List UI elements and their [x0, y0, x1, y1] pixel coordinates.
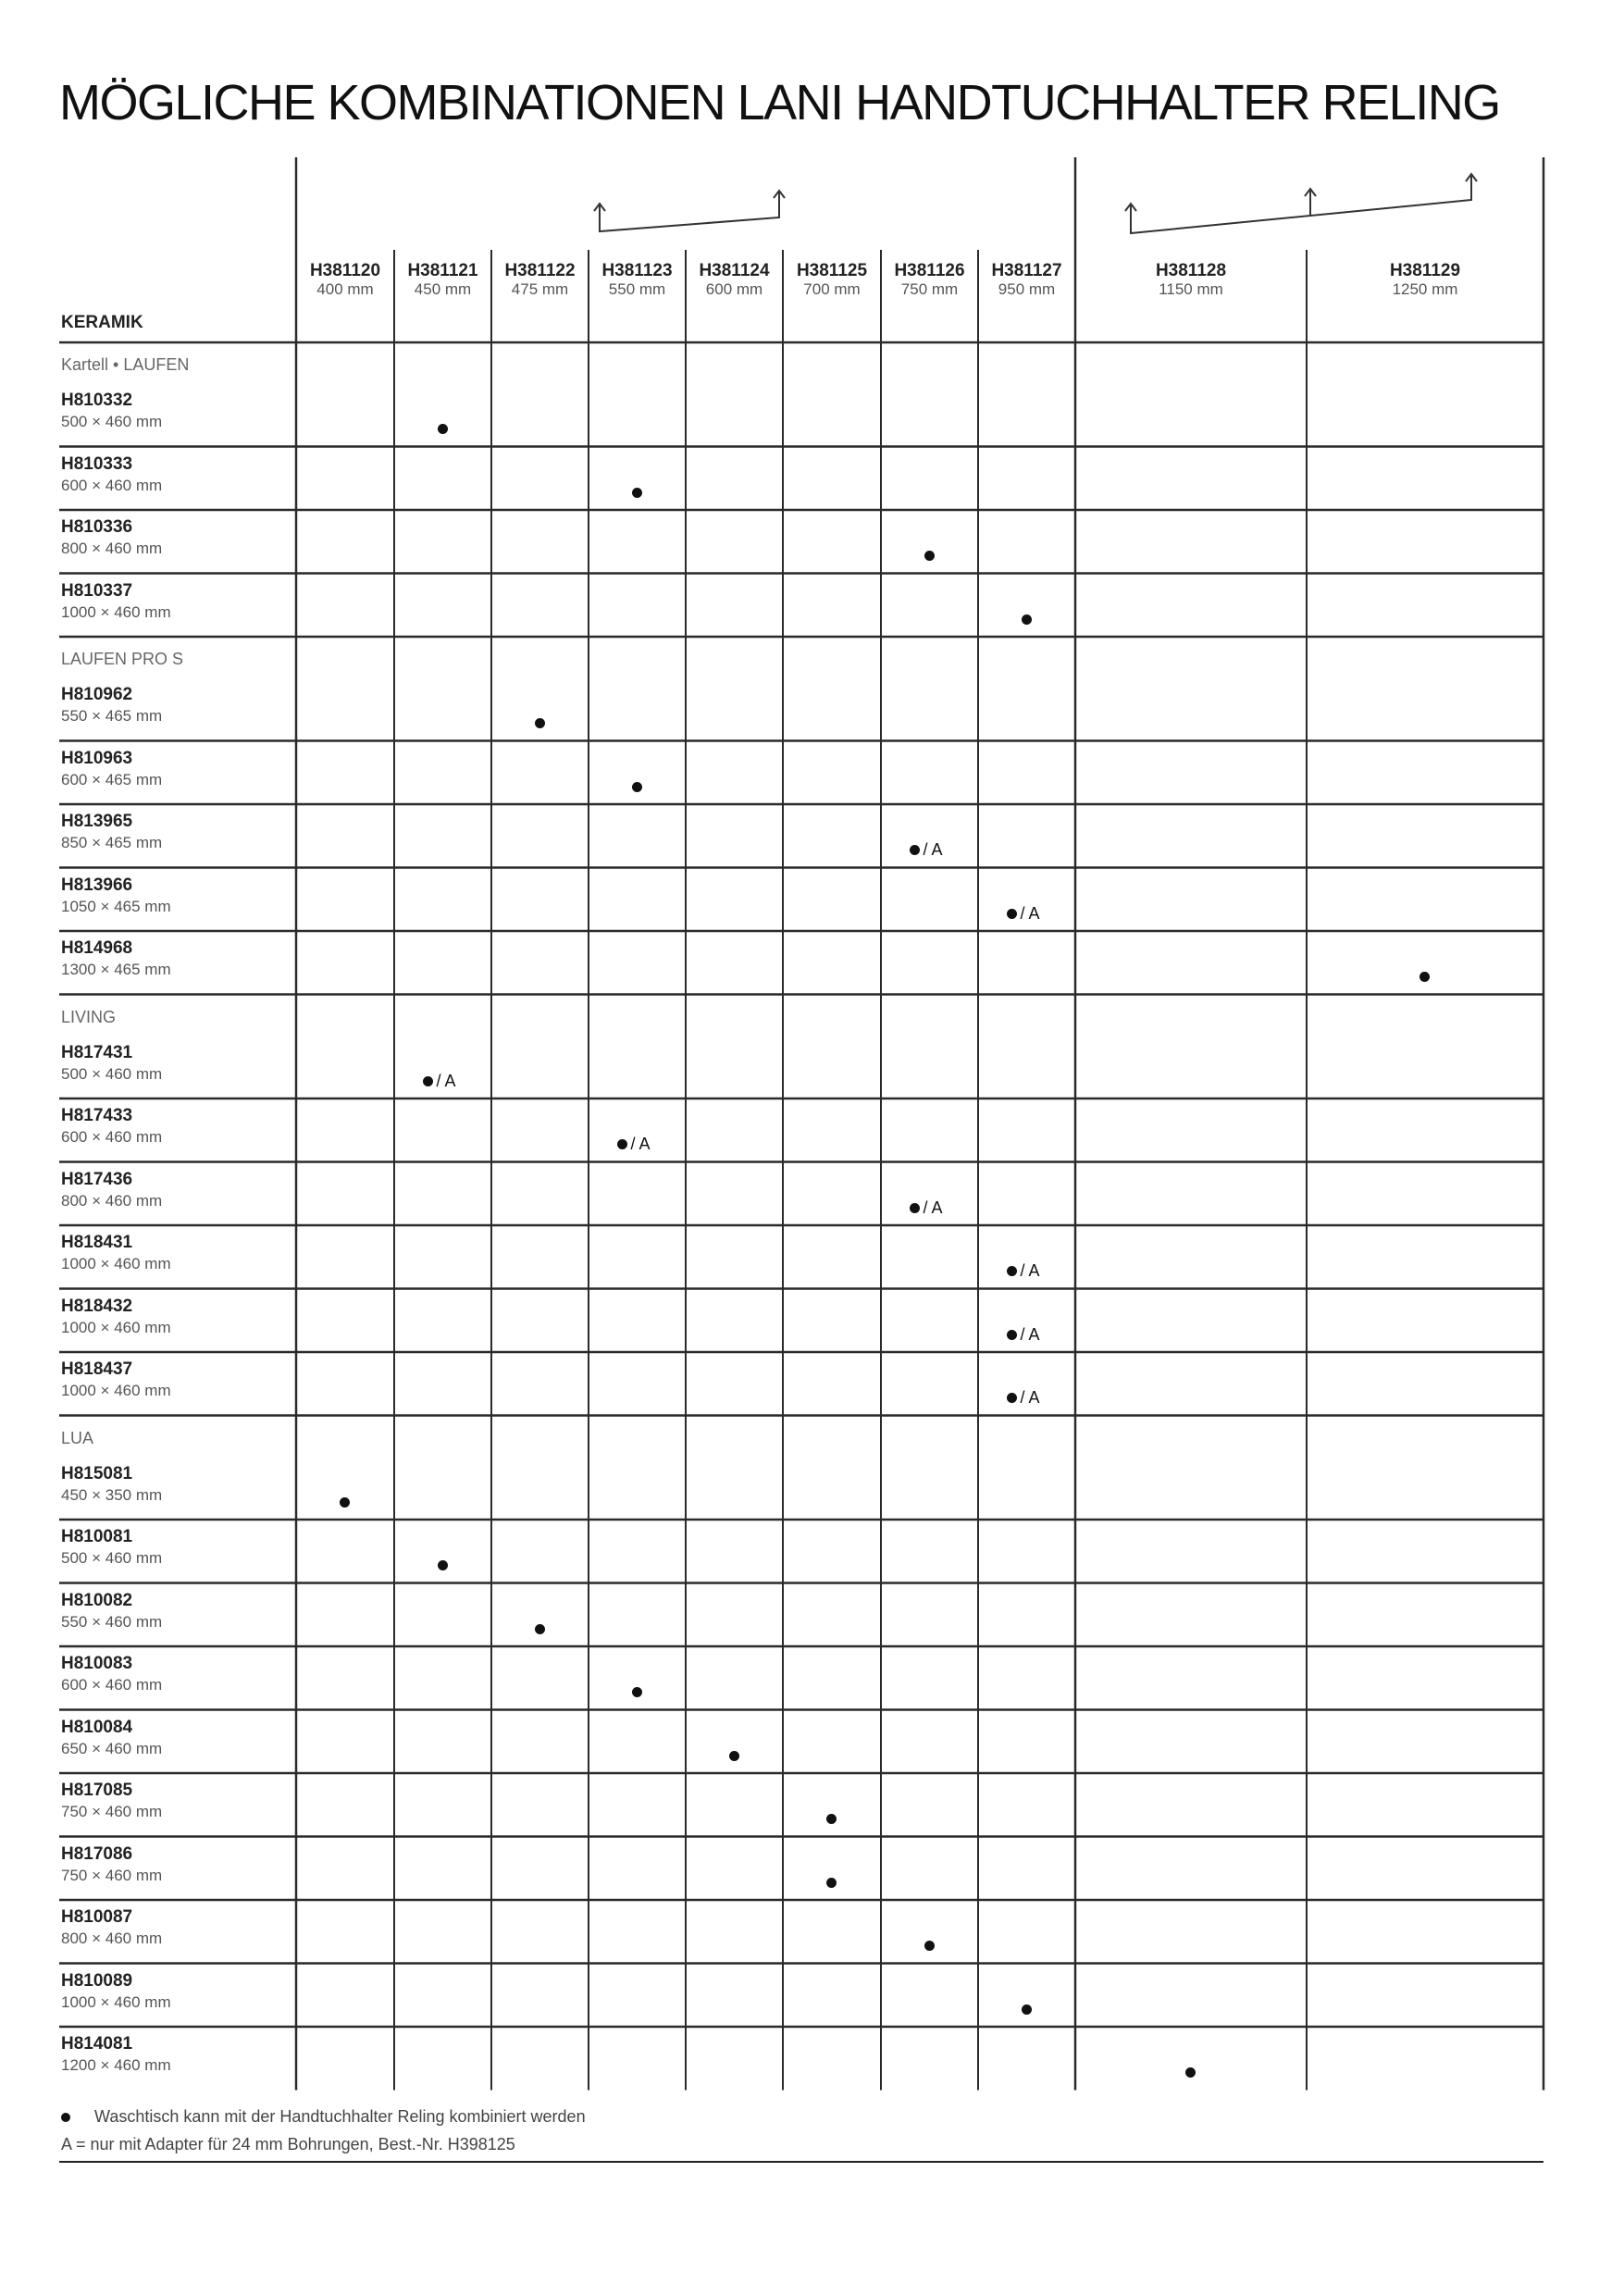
column-length: 1250 mm: [1392, 280, 1458, 298]
dot-icon: [910, 1203, 920, 1213]
row-code: H814081: [61, 2034, 133, 2054]
row-size: 550 × 465 mm: [61, 707, 163, 725]
row-code: H817431: [61, 1042, 133, 1062]
row-size: 650 × 460 mm: [61, 1739, 163, 1757]
column-code: H381125: [796, 261, 868, 280]
dot-icon: [632, 1687, 642, 1697]
row-code: H818431: [61, 1233, 133, 1252]
adapter-suffix: / A: [1020, 1388, 1040, 1407]
adapter-suffix: / A: [1020, 1261, 1040, 1280]
row-size: 1000 × 460 mm: [61, 602, 171, 621]
combination-mark: [924, 545, 935, 565]
column-code: H381122: [504, 261, 576, 280]
combination-mark: [423, 1071, 456, 1091]
dot-icon: [438, 1560, 448, 1570]
combination-mark: [826, 1808, 837, 1828]
row-code: H810332: [61, 391, 133, 410]
row-size: 600 × 460 mm: [61, 476, 163, 494]
row-size: 600 × 460 mm: [61, 1676, 163, 1694]
dot-icon: [1419, 972, 1430, 982]
combination-mark: [924, 1935, 935, 1955]
group-label: LUA: [61, 1428, 94, 1447]
combination-mark: [535, 713, 545, 732]
legend-dot-row: [61, 2103, 586, 2130]
row-size: 1000 × 460 mm: [61, 1382, 171, 1399]
row-code: H810962: [61, 685, 133, 704]
row-code: H810333: [61, 453, 133, 474]
adapter-suffix: / A: [923, 840, 943, 859]
column-code: H381127: [991, 261, 1062, 280]
row-code: H817086: [61, 1843, 133, 1864]
dot-icon: [340, 1497, 350, 1508]
adapter-suffix: / A: [1020, 903, 1040, 923]
row-size: 600 × 465 mm: [61, 770, 163, 788]
combination-mark: [535, 1619, 545, 1638]
row-code: H810083: [61, 1654, 133, 1673]
combination-mark: [910, 1198, 943, 1218]
row-code: H813965: [61, 812, 133, 831]
row-size: 750 × 460 mm: [61, 1803, 163, 1820]
legend-adapter-row: [61, 2130, 586, 2158]
dot-icon: [1007, 1266, 1017, 1276]
row-size: 600 × 460 mm: [61, 1128, 163, 1146]
combination-mark: [1007, 903, 1040, 924]
row-size: 450 × 350 mm: [61, 1485, 163, 1504]
dot-icon: [826, 1814, 837, 1824]
group-label: Kartell • LAUFEN: [61, 355, 190, 374]
combination-mark: [438, 1555, 448, 1574]
combination-mark: [617, 1134, 651, 1154]
combination-mark: [632, 482, 642, 502]
row-code: H810336: [61, 517, 133, 537]
row-size: 1000 × 460 mm: [61, 1255, 171, 1272]
group-label: LAUFEN PRO S: [61, 650, 184, 668]
towel-rail-three-mount-icon: [1125, 174, 1477, 233]
bottom-rule: [59, 2161, 1543, 2163]
adapter-suffix: / A: [1020, 1324, 1040, 1344]
row-size: 500 × 460 mm: [61, 413, 163, 430]
column-length: 475 mm: [511, 280, 569, 298]
combination-mark: [632, 776, 642, 796]
dot-icon: [535, 718, 545, 728]
row-code: H810089: [61, 1970, 133, 1991]
combination-mark: [1022, 1999, 1032, 2018]
group-label: LIVING: [61, 1007, 117, 1026]
combination-mark: [1007, 1260, 1040, 1281]
row-code: H813966: [61, 875, 133, 895]
column-length: 450 mm: [414, 280, 472, 298]
row-code: H810084: [61, 1717, 133, 1737]
row-code: H818437: [61, 1359, 133, 1379]
row-size: 1000 × 460 mm: [61, 1992, 171, 2011]
dot-icon: [826, 1878, 837, 1888]
dot-icon: [632, 488, 642, 498]
legend-dot-text: Waschtisch kann mit der Handtuchhalter Reling kombiniert werden: [94, 2107, 586, 2126]
column-length: 750 mm: [900, 280, 959, 298]
row-code: H817085: [61, 1781, 133, 1800]
row-size: 750 × 460 mm: [61, 1866, 163, 1884]
dot-icon: [910, 845, 920, 855]
dot-icon: [438, 424, 448, 434]
row-code: H810087: [61, 1907, 133, 1927]
category-heading: KERAMIK: [61, 313, 143, 332]
page-title: MÖGLICHE KOMBINATIONEN LANI HANDTUCHHALTER RELING: [59, 75, 1500, 130]
row-size: 800 × 460 mm: [61, 1191, 163, 1210]
dot-icon: [1185, 2067, 1196, 2078]
combination-mark: [826, 1872, 837, 1892]
row-size: 1000 × 460 mm: [61, 1318, 171, 1336]
column-length: 400 mm: [316, 280, 374, 298]
column-length: 700 mm: [803, 280, 861, 298]
towel-rail-two-mount-icon: [594, 191, 785, 231]
column-code: H381124: [699, 261, 770, 280]
dot-icon: [1022, 614, 1032, 625]
dot-icon: [632, 782, 642, 792]
legend: [61, 2103, 586, 2158]
dot-icon: [61, 2113, 70, 2122]
combination-mark: [1185, 2062, 1196, 2081]
row-code: H817433: [61, 1106, 133, 1125]
row-code: H818432: [61, 1296, 133, 1316]
adapter-suffix: / A: [630, 1135, 651, 1153]
combination-mark: [632, 1682, 642, 1701]
dot-icon: [1007, 1393, 1017, 1403]
dot-icon: [617, 1139, 627, 1149]
dot-icon: [535, 1624, 545, 1634]
combination-mark: [1007, 1387, 1040, 1408]
dot-icon: [924, 551, 935, 561]
row-size: 1200 × 460 mm: [61, 2056, 171, 2074]
legend-adapter-text: A = nur mit Adapter für 24 mm Bohrungen, Best.-Nr. H398125: [61, 2135, 515, 2153]
column-code: H381126: [894, 261, 965, 280]
row-code: H810081: [61, 1527, 133, 1546]
combination-mark: [910, 839, 943, 860]
column-length: 1150 mm: [1159, 280, 1223, 298]
row-code: H810963: [61, 748, 133, 768]
dot-icon: [1022, 2004, 1032, 2015]
row-code: H810082: [61, 1590, 133, 1610]
column-code: H381123: [601, 261, 673, 280]
column-code: H381121: [407, 261, 478, 280]
row-size: 850 × 465 mm: [61, 834, 163, 851]
row-code: H815081: [61, 1463, 133, 1483]
dot-icon: [423, 1076, 433, 1086]
combination-mark: [340, 1492, 350, 1511]
column-code: H381120: [309, 261, 381, 280]
row-code: H810337: [61, 580, 133, 601]
dot-icon: [924, 1941, 935, 1951]
dot-icon: [1007, 1330, 1017, 1340]
row-size: 550 × 460 mm: [61, 1612, 163, 1631]
row-size: 500 × 460 mm: [61, 1064, 163, 1083]
column-code: H381128: [1155, 261, 1227, 280]
column-length: 950 mm: [998, 280, 1056, 298]
adapter-suffix: / A: [923, 1198, 943, 1217]
combination-mark: [438, 418, 448, 438]
row-size: 500 × 460 mm: [61, 1549, 163, 1567]
row-size: 1050 × 465 mm: [61, 897, 171, 915]
row-size: 800 × 460 mm: [61, 540, 163, 557]
column-length: 550 mm: [608, 280, 666, 298]
combination-mark: [1419, 966, 1430, 986]
dot-icon: [729, 1751, 739, 1761]
combination-mark: [1022, 609, 1032, 628]
row-code: H817436: [61, 1169, 133, 1189]
row-size: 800 × 460 mm: [61, 1930, 163, 1947]
row-size: 1300 × 465 mm: [61, 961, 171, 978]
adapter-suffix: / A: [436, 1071, 456, 1090]
column-code: H381129: [1389, 261, 1461, 280]
row-code: H814968: [61, 938, 133, 958]
dot-icon: [1007, 909, 1017, 919]
column-length: 600 mm: [705, 280, 763, 298]
table-lines: [59, 157, 1543, 2091]
combination-mark: [729, 1745, 739, 1765]
combination-mark: [1007, 1324, 1040, 1345]
